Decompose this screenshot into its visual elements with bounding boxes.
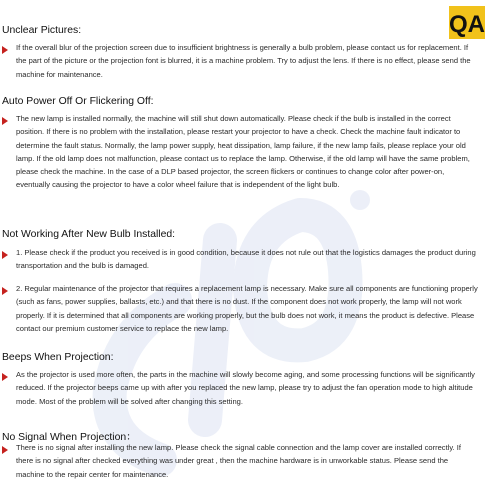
section-paragraph: 2. Regular maintenance of the projector that requires a replacement lamp is necessary. Make sure all components are functioning properly (such as fans, power supplies, ballasts, etc.) and that there is no dust. If the component does not work properly, the lamp will not work properly. If it is determined that all components are working properly, but the bulb does not work, it means the product is defective. Please contact our premium customer service to replace the new lamp. [16,284,478,333]
section-paragraph: If the overall blur of the projection screen due to insufficient brightness is generally a bulb problem, please contact us for replacement. If the part of the picture or the projection font is blurred, it is a machine problem. Try to adjust the lens. If there is no effect, please send the machine for maintenance. [16,43,471,79]
qa-logo [449,6,485,39]
section-paragraph: There is no signal after installing the new lamp. Please check the signal cable connection and the lamp cover are installed correctly. If there is no signal after checked everything was under great , then the machine hardware is in unworkable status. Please send the machine to the repair center for maintenance. [16,443,461,479]
section-paragraph: 1. Please check if the product you received is in good condition, because it does not rule out that the logistics damages the product during transportation and the bulb is damaged. [16,248,476,271]
section-title-not-working: Not Working After New Bulb Installed: [2,229,176,240]
section-title-auto-power-off: Auto Power Off Or Flickering Off: [2,96,154,107]
bullet-arrow-icon [2,46,8,54]
section-title-no-signal: No Signal When Projection： [2,432,137,443]
bullet-arrow-icon [2,373,8,381]
bullet-arrow-icon [2,117,8,125]
qa-logo-text: QA [449,11,485,38]
bullet-arrow-icon [2,251,8,259]
section-title-beeps: Beeps When Projection: [2,352,114,363]
section-paragraph: The new lamp is installed normally, the machine will still shut down automatically. Please check if the bulb is installed in the correct position. If there is no problem with the installation, please restart your projector to have a check. Check the machine fault indicator to determine the fault status. Normally, the lamp power supply, heat dissipation, lamp failure, if the new lamp fails, please replace your old lamp. If the old lamp does not malfunction, please contact us to replace the lamp. Otherwise, if the old lamp will have the same problem, please check the machine. In the case of a DLP based projector, the screen flickers or continues to change color after power-on, eventually causing the projector to have a color wheel failure that is independent of the light bulb. [16,114,470,190]
section-title-unclear-pictures: Unclear Pictures: [2,25,82,36]
bullet-arrow-icon [2,446,8,454]
section-paragraph: As the projector is used more often, the parts in the machine will slowly become aging, and some processing functions will be significantly reduced. If the projector beeps came up with after you replaced the new lamp, please try to adjust the fan operation mode to high altitude mode. Most of the problem will be solved after changing this setting. [16,370,475,406]
bullet-arrow-icon [2,287,8,295]
